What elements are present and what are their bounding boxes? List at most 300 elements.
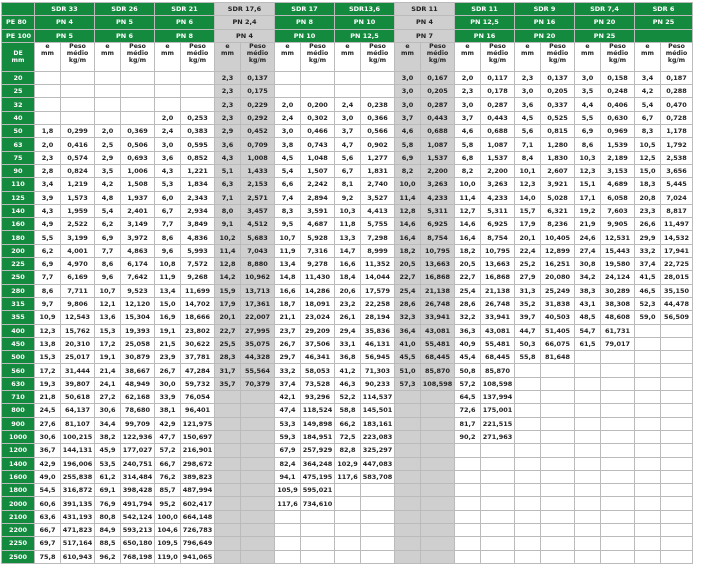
e-mm-cell: 15,9 (215, 284, 241, 297)
de-mm-cell: 200 (2, 244, 35, 257)
pe80-pn-cell: PN 8 (275, 16, 335, 29)
e-mm-cell: 5,1 (215, 164, 241, 177)
e-mm-cell: 36,3 (455, 324, 481, 337)
e-mm-cell: 24,1 (95, 377, 121, 390)
e-mm-cell: 51,0 (395, 364, 421, 377)
e-mm-cell (275, 537, 301, 550)
e-mm-cell: 16,4 (395, 231, 421, 244)
peso-medio-cell: 0,137 (241, 71, 275, 84)
e-mm-cell (575, 430, 601, 443)
e-mm-cell: 63,6 (35, 510, 61, 523)
e-mm-cell: 27,4 (575, 244, 601, 257)
peso-medio-cell: 56,509 (661, 311, 693, 324)
peso-medio-header: Peso médio kg/m (61, 42, 95, 71)
e-mm-cell (635, 444, 661, 457)
peso-medio-cell: 1,792 (661, 138, 693, 151)
peso-medio-cell (481, 444, 515, 457)
de-mm-cell: 32 (2, 98, 35, 111)
e-mm-cell (335, 523, 361, 536)
pe80-pn-cell: PN 10 (335, 16, 395, 29)
peso-medio-cell: 0,852 (181, 151, 215, 164)
peso-medio-cell: 68,445 (481, 351, 515, 364)
peso-medio-cell: 664,148 (181, 510, 215, 523)
peso-medio-cell (421, 484, 455, 497)
e-mm-cell: 2,3 (215, 111, 241, 124)
e-mm-cell: 1,8 (35, 125, 61, 138)
e-mm-cell: 12,5 (635, 151, 661, 164)
e-mm-cell: 23,7 (275, 324, 301, 337)
peso-medio-cell: 22,725 (661, 258, 693, 271)
peso-medio-cell: 39,807 (61, 377, 95, 390)
pe80-pn-cell: PN 4 (395, 16, 455, 29)
peso-medio-cell: 11,699 (181, 284, 215, 297)
pe80-label: PE 80 (2, 16, 35, 29)
peso-medio-cell (661, 444, 693, 457)
peso-medio-cell (481, 457, 515, 470)
e-mm-cell: 13,8 (35, 337, 61, 350)
e-mm-cell (335, 497, 361, 510)
table-row (2, 497, 693, 510)
peso-medio-cell: 9,268 (181, 271, 215, 284)
e-mm-cell: 24,5 (35, 404, 61, 417)
e-mm-cell: 33,2 (275, 364, 301, 377)
e-mm-cell: 67,9 (275, 444, 301, 457)
e-mm-cell (455, 523, 481, 536)
peso-medio-cell (661, 364, 693, 377)
e-mm-cell: 3,9 (35, 191, 61, 204)
peso-medio-cell: 81,107 (61, 417, 95, 430)
peso-medio-cell (481, 497, 515, 510)
e-mm-cell: 12,1 (95, 297, 121, 310)
peso-medio-cell: 0,824 (61, 164, 95, 177)
peso-medio-cell: 17,941 (661, 244, 693, 257)
e-mm-cell (515, 377, 541, 390)
e-mm-cell (35, 111, 61, 124)
peso-medio-cell: 118,524 (301, 404, 335, 417)
peso-medio-cell (241, 457, 275, 470)
peso-medio-cell (541, 457, 575, 470)
peso-medio-cell: 1,006 (121, 164, 155, 177)
peso-medio-cell (601, 550, 635, 563)
peso-medio-cell: 650,180 (121, 537, 155, 550)
peso-medio-cell: 4,836 (181, 231, 215, 244)
e-mm-cell: 10,3 (335, 204, 361, 217)
peso-medio-cell (421, 417, 455, 430)
e-mm-cell: 2,0 (95, 125, 121, 138)
peso-medio-cell (361, 510, 395, 523)
e-mm-header: e mm (395, 42, 421, 71)
e-mm-cell: 5,5 (575, 111, 601, 124)
table-row (2, 523, 693, 536)
peso-medio-cell (241, 510, 275, 523)
e-mm-cell: 5,4 (635, 98, 661, 111)
peso-medio-cell: 0,443 (421, 111, 455, 124)
peso-medio-cell: 0,470 (661, 98, 693, 111)
e-mm-cell (635, 510, 661, 523)
e-mm-cell: 102,9 (335, 457, 361, 470)
e-mm-cell: 8,1 (335, 178, 361, 191)
e-mm-cell: 8,4 (515, 151, 541, 164)
sub-header-row (2, 42, 693, 71)
peso-medio-cell: 1,087 (481, 138, 515, 151)
peso-medio-cell: 58,053 (301, 364, 335, 377)
de-mm-cell: 560 (2, 364, 35, 377)
peso-medio-cell: 257,929 (301, 444, 335, 457)
peso-medio-cell: 8,817 (661, 204, 693, 217)
peso-medio-header: Peso médio kg/m (541, 42, 575, 71)
e-mm-cell: 36,4 (395, 324, 421, 337)
peso-medio-cell: 0,248 (601, 85, 635, 98)
e-mm-header: e mm (635, 42, 661, 71)
peso-medio-cell (541, 497, 575, 510)
peso-medio-cell: 23,802 (181, 324, 215, 337)
peso-medio-cell (661, 377, 693, 390)
peso-medio-cell: 1,573 (61, 191, 95, 204)
peso-medio-cell: 0,158 (601, 71, 635, 84)
peso-medio-cell: 0,574 (61, 151, 95, 164)
e-mm-cell: 55,8 (515, 351, 541, 364)
peso-medio-cell: 12,899 (541, 244, 575, 257)
e-mm-cell: 66,7 (155, 457, 181, 470)
peso-medio-cell: 9,278 (301, 258, 335, 271)
peso-medio-cell: 0,178 (481, 85, 515, 98)
e-mm-cell (455, 470, 481, 483)
e-mm-cell (635, 523, 661, 536)
e-mm-cell (35, 85, 61, 98)
peso-medio-cell (241, 430, 275, 443)
peso-medio-cell: 16,868 (421, 271, 455, 284)
peso-medio-cell: 0,287 (421, 98, 455, 111)
peso-medio-cell: 21,138 (421, 284, 455, 297)
peso-medio-cell: 25,017 (61, 351, 95, 364)
peso-medio-cell: 7,316 (301, 244, 335, 257)
peso-medio-cell: 51,405 (541, 324, 575, 337)
peso-medio-cell: 0,337 (541, 98, 575, 111)
e-mm-cell: 30,8 (575, 258, 601, 271)
peso-medio-cell (661, 404, 693, 417)
peso-medio-cell: 35,075 (241, 337, 275, 350)
peso-medio-cell: 17,579 (361, 284, 395, 297)
de-mm-header: DE mm (2, 42, 35, 71)
e-mm-cell: 5,3 (155, 178, 181, 191)
peso-medio-cell: 0,688 (481, 125, 515, 138)
peso-medio-cell (541, 484, 575, 497)
peso-medio-cell: 5,028 (541, 191, 575, 204)
de-mm-cell: 1200 (2, 444, 35, 457)
e-mm-cell: 4,4 (575, 98, 601, 111)
peso-medio-cell: 55,481 (421, 337, 455, 350)
peso-medio-header: Peso médio kg/m (421, 42, 455, 71)
de-mm-cell: 63 (2, 138, 35, 151)
sdr-header: SDR 17,6 (215, 3, 275, 16)
peso-medio-cell: 595,021 (301, 484, 335, 497)
e-mm-cell: 22,7 (455, 271, 481, 284)
e-mm-cell: 105,9 (275, 484, 301, 497)
e-mm-cell (575, 404, 601, 417)
e-mm-cell: 36,8 (335, 351, 361, 364)
peso-medio-cell: 610,943 (61, 550, 95, 563)
e-mm-cell: 117,6 (335, 470, 361, 483)
e-mm-cell (515, 523, 541, 536)
peso-medio-cell: 391,135 (61, 497, 95, 510)
peso-medio-cell (421, 430, 455, 443)
e-mm-cell: 19,3 (35, 377, 61, 390)
peso-medio-cell (301, 510, 335, 523)
peso-medio-cell (241, 391, 275, 404)
e-mm-header: e mm (335, 42, 361, 71)
e-mm-cell: 24,6 (575, 231, 601, 244)
peso-medio-cell: 4,689 (601, 178, 635, 191)
table-row (2, 218, 693, 231)
peso-medio-cell: 0,200 (301, 98, 335, 111)
peso-medio-cell: 0,175 (241, 85, 275, 98)
e-mm-header: e mm (95, 42, 121, 71)
de-mm-cell: 180 (2, 231, 35, 244)
peso-medio-cell: 40,503 (541, 311, 575, 324)
peso-medio-cell: 59,732 (181, 377, 215, 390)
e-mm-cell: 117,6 (275, 497, 301, 510)
peso-medio-cell: 1,178 (661, 125, 693, 138)
e-mm-cell (455, 444, 481, 457)
peso-medio-cell: 271,963 (481, 430, 515, 443)
e-mm-cell: 23,2 (335, 297, 361, 310)
peso-medio-cell: 10,795 (481, 244, 515, 257)
peso-medio-cell: 17,361 (241, 297, 275, 310)
de-mm-cell: 400 (2, 324, 35, 337)
peso-medio-cell (541, 417, 575, 430)
e-mm-cell: 33,2 (635, 244, 661, 257)
e-mm-cell: 3,5 (95, 164, 121, 177)
e-mm-cell: 6,9 (395, 151, 421, 164)
pe-pipe-weight-table (1, 2, 693, 564)
e-mm-cell: 17,2 (35, 364, 61, 377)
e-mm-cell (575, 391, 601, 404)
e-mm-cell: 82,4 (275, 457, 301, 470)
de-mm-cell: 25 (2, 85, 35, 98)
e-mm-cell: 45,9 (95, 444, 121, 457)
peso-medio-cell (661, 430, 693, 443)
e-mm-cell: 13,3 (335, 231, 361, 244)
e-mm-cell: 84,9 (95, 523, 121, 536)
peso-medio-cell: 0,728 (661, 111, 693, 124)
peso-medio-cell: 8,754 (421, 231, 455, 244)
peso-medio-cell: 22,007 (241, 311, 275, 324)
e-mm-cell: 41,2 (335, 364, 361, 377)
pe80-pn-cell: PN 12,5 (455, 16, 515, 29)
peso-medio-cell: 79,017 (601, 337, 635, 350)
e-mm-cell: 60,6 (35, 497, 61, 510)
peso-medio-cell (241, 550, 275, 563)
e-mm-cell: 3,7 (395, 111, 421, 124)
e-mm-cell: 10,1 (515, 164, 541, 177)
peso-medio-cell: 37,506 (301, 337, 335, 350)
sdr-header: SDR 7,4 (575, 3, 635, 16)
de-mm-cell: 630 (2, 377, 35, 390)
e-mm-cell: 54,7 (575, 324, 601, 337)
peso-medio-cell: 175,001 (481, 404, 515, 417)
peso-medio-header: Peso médio kg/m (661, 42, 693, 71)
e-mm-header: e mm (575, 42, 601, 71)
e-mm-cell: 53,5 (95, 457, 121, 470)
pe80-row (2, 16, 693, 29)
e-mm-header: e mm (35, 42, 61, 71)
peso-medio-cell: 255,838 (61, 470, 95, 483)
peso-medio-cell: 13,713 (241, 284, 275, 297)
pe100-row (2, 29, 693, 42)
peso-medio-cell: 768,198 (121, 550, 155, 563)
e-mm-cell: 14,8 (275, 271, 301, 284)
e-mm-cell: 57,3 (395, 377, 421, 390)
e-mm-cell: 4,7 (335, 138, 361, 151)
e-mm-cell (635, 457, 661, 470)
peso-medio-cell: 1,219 (61, 178, 95, 191)
e-mm-cell: 2,3 (215, 98, 241, 111)
table-row (2, 258, 693, 271)
peso-medio-cell: 26,748 (421, 297, 455, 310)
e-mm-cell (395, 510, 421, 523)
peso-medio-header: Peso médio kg/m (481, 42, 515, 71)
de-mm-cell: 1600 (2, 470, 35, 483)
peso-medio-cell: 10,405 (541, 231, 575, 244)
peso-medio-cell: 121,975 (181, 417, 215, 430)
e-mm-cell (95, 71, 121, 84)
de-mm-cell: 1800 (2, 484, 35, 497)
peso-medio-cell: 5,755 (361, 218, 395, 231)
e-mm-header: e mm (455, 42, 481, 71)
peso-medio-cell (541, 404, 575, 417)
peso-medio-cell (601, 391, 635, 404)
e-mm-cell: 30,0 (155, 377, 181, 390)
peso-medio-cell: 2,538 (661, 151, 693, 164)
peso-medio-cell: 0,205 (421, 85, 455, 98)
peso-medio-cell: 16,868 (481, 271, 515, 284)
peso-medio-cell: 364,248 (301, 457, 335, 470)
peso-medio-cell (661, 497, 693, 510)
peso-medio-cell: 5,445 (661, 178, 693, 191)
de-mm-cell: 280 (2, 284, 35, 297)
e-mm-cell: 10,3 (575, 151, 601, 164)
de-mm-cell: 125 (2, 191, 35, 204)
e-mm-cell: 82,8 (335, 444, 361, 457)
e-mm-cell (515, 537, 541, 550)
peso-medio-cell: 0,299 (61, 125, 95, 138)
peso-medio-cell: 2,571 (241, 191, 275, 204)
e-mm-cell: 2,3 (515, 71, 541, 84)
peso-medio-cell: 99,709 (121, 417, 155, 430)
de-mm-cell: 250 (2, 271, 35, 284)
peso-medio-cell: 1,048 (301, 151, 335, 164)
peso-medio-cell (421, 444, 455, 457)
e-mm-cell: 3,4 (635, 71, 661, 84)
peso-medio-cell: 19,393 (121, 324, 155, 337)
e-mm-cell: 3,7 (335, 125, 361, 138)
peso-medio-cell (661, 550, 693, 563)
e-mm-cell (275, 523, 301, 536)
e-mm-cell: 7,7 (35, 271, 61, 284)
e-mm-cell (635, 337, 661, 350)
peso-medio-cell: 7,603 (601, 204, 635, 217)
de-mm-cell: 900 (2, 417, 35, 430)
peso-medio-cell: 5,993 (181, 244, 215, 257)
peso-medio-cell: 46,131 (361, 337, 395, 350)
peso-medio-header: Peso médio kg/m (361, 42, 395, 71)
peso-medio-cell: 76,054 (181, 391, 215, 404)
e-mm-cell: 21,5 (155, 337, 181, 350)
e-mm-cell: 8,6 (575, 138, 601, 151)
peso-medio-cell: 15,304 (121, 311, 155, 324)
peso-medio-cell: 56,945 (361, 351, 395, 364)
e-mm-cell: 19,1 (155, 324, 181, 337)
e-mm-cell: 20,5 (395, 258, 421, 271)
e-mm-cell: 2,4 (155, 125, 181, 138)
e-mm-cell (515, 391, 541, 404)
peso-medio-cell: 22,258 (361, 297, 395, 310)
de-mm-cell: 450 (2, 337, 35, 350)
e-mm-cell: 12,3 (35, 324, 61, 337)
pe100-pn-cell (635, 29, 693, 42)
peso-medio-cell: 30,622 (181, 337, 215, 350)
e-mm-cell: 9,7 (35, 297, 61, 310)
pe100-pn-cell: PN 20 (515, 29, 575, 42)
e-mm-cell: 2,4 (335, 98, 361, 111)
e-mm-cell: 2,3 (215, 85, 241, 98)
peso-medio-cell: 1,830 (541, 151, 575, 164)
peso-medio-cell (541, 510, 575, 523)
de-mm-cell: 315 (2, 297, 35, 310)
e-mm-header: e mm (155, 42, 181, 71)
e-mm-cell: 4,9 (35, 218, 61, 231)
e-mm-cell: 41,5 (635, 271, 661, 284)
table-row (2, 337, 693, 350)
e-mm-cell: 43,1 (575, 297, 601, 310)
peso-medio-cell: 73,528 (301, 377, 335, 390)
e-mm-cell: 14,6 (455, 218, 481, 231)
peso-medio-header: Peso médio kg/m (601, 42, 635, 71)
peso-medio-cell: 941,065 (181, 550, 215, 563)
peso-medio-cell: 0,187 (661, 71, 693, 84)
e-mm-cell: 61,2 (95, 470, 121, 483)
peso-medio-cell: 11,497 (661, 218, 693, 231)
peso-medio-cell: 0,205 (541, 85, 575, 98)
e-mm-cell (395, 444, 421, 457)
e-mm-cell: 20,1 (515, 231, 541, 244)
e-mm-cell (515, 364, 541, 377)
peso-medio-cell: 31,838 (541, 297, 575, 310)
peso-medio-cell: 8,880 (241, 258, 275, 271)
e-mm-cell (395, 550, 421, 563)
sdr-header: SDR 26 (95, 3, 155, 16)
e-mm-cell: 46,3 (335, 377, 361, 390)
peso-medio-cell: 44,478 (661, 297, 693, 310)
e-mm-cell: 18,2 (395, 244, 421, 257)
peso-medio-cell: 0,167 (421, 71, 455, 84)
e-mm-cell: 13,4 (155, 284, 181, 297)
peso-medio-cell (601, 351, 635, 364)
e-mm-cell: 100,0 (155, 510, 181, 523)
table-row (2, 204, 693, 217)
e-mm-cell: 7,7 (155, 218, 181, 231)
e-mm-cell: 45,5 (395, 351, 421, 364)
peso-medio-cell: 726,783 (181, 523, 215, 536)
peso-medio-cell (241, 523, 275, 536)
e-mm-cell: 9,6 (95, 271, 121, 284)
peso-medio-cell (421, 470, 455, 483)
e-mm-cell: 59,3 (275, 430, 301, 443)
peso-medio-cell: 90,233 (361, 377, 395, 390)
peso-medio-cell: 114,537 (361, 391, 395, 404)
peso-medio-cell: 0,366 (361, 111, 395, 124)
peso-medio-cell: 55,481 (481, 337, 515, 350)
